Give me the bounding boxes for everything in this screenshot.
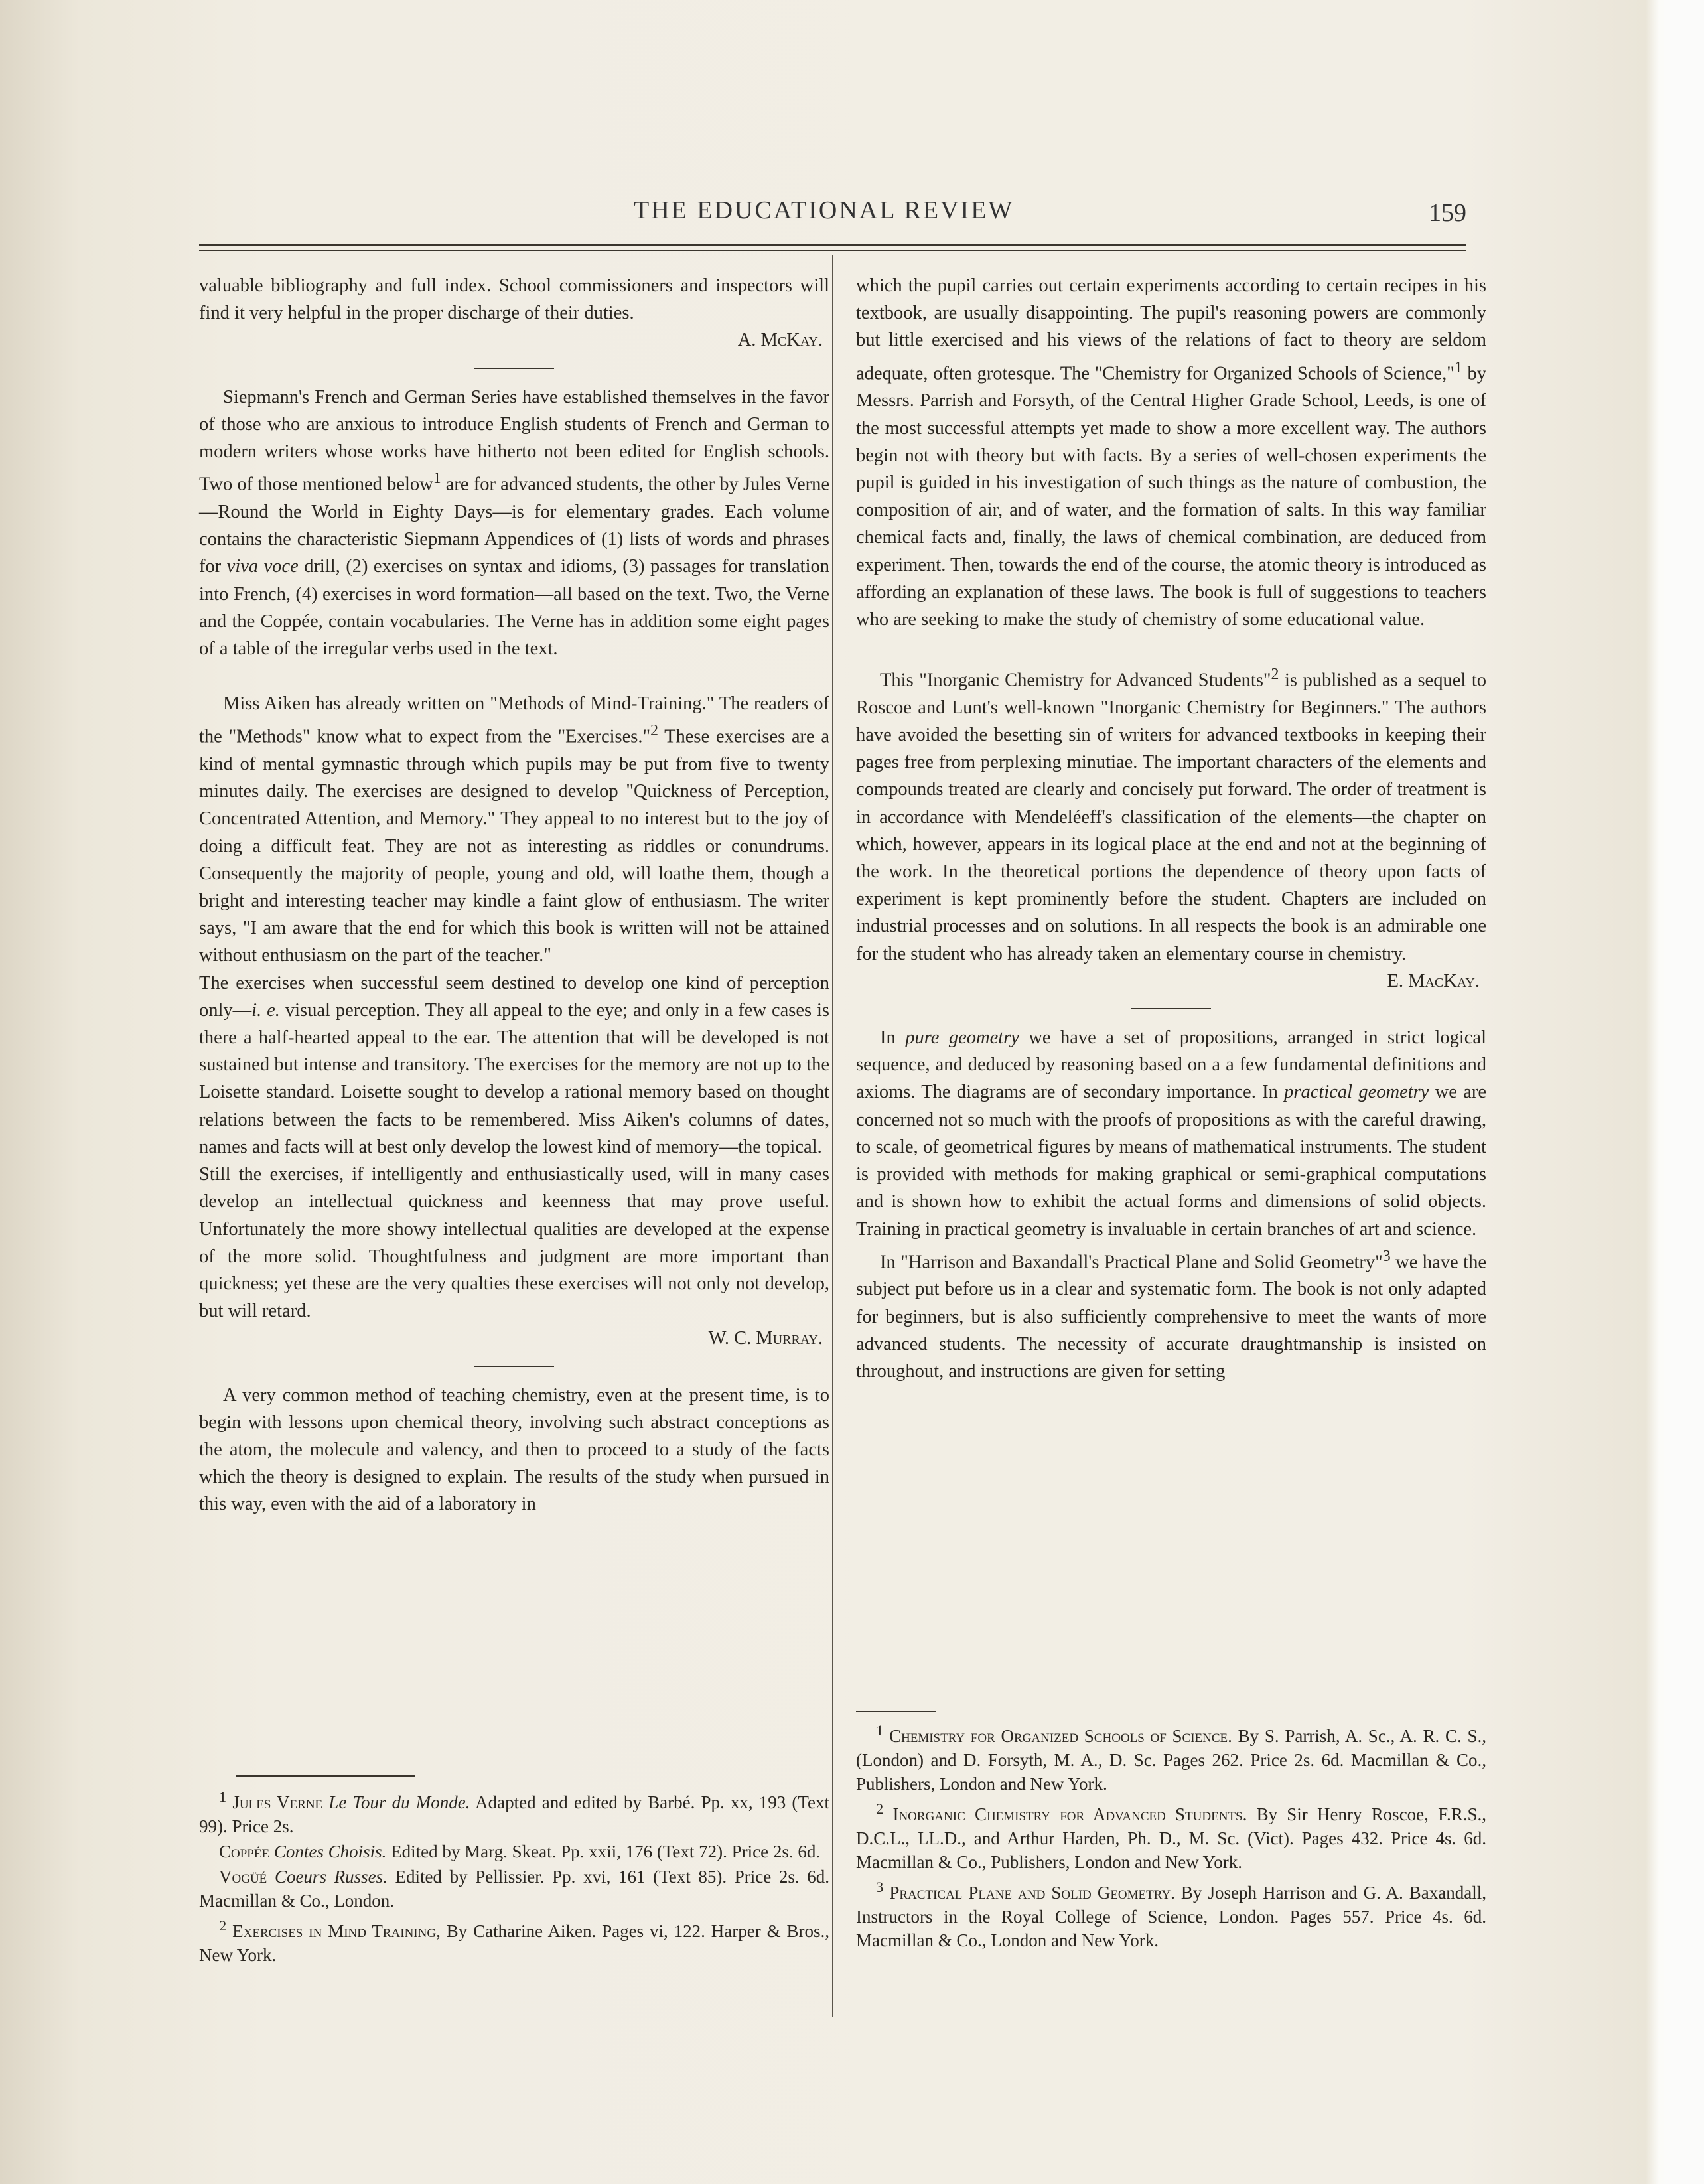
- right-footnotes: [856, 1719, 1486, 1954]
- footnote-ref: 3: [1382, 1247, 1391, 1265]
- section-separator: [474, 1366, 554, 1367]
- paragraph-text: A very common method of teaching chemistry, even at the present time, is to begin with lessons upon chemical theory, involving such abstract conceptions as the atom, the molecule and valency, and then to proceed to a study of the facts which the theory is designed to explain. The results of the study when pursued in this way, even with the aid of a laboratory in: [199, 1384, 829, 1515]
- paragraph-text: we are concerned not so much with the proofs of propositions as with the careful drawing, to scale, of geometrical figures by means of mathematical instruments. The student is provided with methods for making graphical or semi-graphical computations and is shown how to exhibit the actual forms and dimensions of solid objects. Training in practical geometry is invaluable in certain branches of art and science.: [856, 1082, 1486, 1240]
- paragraph-text: is published as a sequel to Roscoe and Lunt's well-known "Inorganic Chemistry for Beginners." The authors have avoided the besetting sin of writers for advanced textbooks in keeping their pages free from perplexing minutiae. The important characters of the elements and compounds treated are clearly and concisely put forward. The order of treatment is in accordance with Mendeléeff's classification of the elements—the chapter on which, however, appears in its logical place at the end and not at the beginning of the work. In the theoretical portions the dependence of theory upon facts of experiment is kept prominently before the student. Chapters are included on industrial processes and on solutions. In all respects the book is an admirable one for the student who has already taken an elementary course in chemistry.: [856, 670, 1486, 964]
- paragraph-text: In: [880, 1027, 906, 1049]
- footnote: [199, 1865, 829, 1913]
- footnote-title: Contes Choisis.: [273, 1842, 387, 1861]
- footnote-ref: 1: [433, 470, 441, 488]
- review-paragraph: [199, 384, 829, 663]
- section-separator: [474, 368, 554, 369]
- footnote-text: By Catharine Aiken. Pages vi, 122. Harper & Bros., New York.: [199, 1921, 829, 1965]
- footnote-ref: 2: [1271, 666, 1279, 684]
- reviewer-signature: W. C. Murray.: [708, 1328, 823, 1349]
- paragraph-text: valuable bibliography and full index. School commissioners and inspectors will find it very helpful in the proper discharge of their duties.: [199, 275, 829, 324]
- footnote: [199, 1785, 829, 1838]
- header-rule-thin: [199, 250, 1466, 251]
- review-paragraph: [856, 1243, 1486, 1386]
- page-header: [199, 196, 1466, 236]
- footnote-title: Le Tour du Monde.: [328, 1792, 470, 1812]
- paragraph-text: Miss Aiken has already written on "Methods of Mind-Training." The readers of the "Methods" know what to expect from the "Exercises.": [199, 693, 829, 747]
- footnote-rule: [236, 1775, 415, 1777]
- column-divider: [832, 255, 833, 2017]
- footnote-author: Jules Verne: [232, 1792, 323, 1812]
- paragraph-text: These exercises are a kind of mental gymnastic through which pupils may be put from five to twenty minutes daily. The exercises are designed to develop "Quickness of Perception, Concentrated Attention, and Memory." They appeal to no interest but to the joy of doing a difficult feat. They are not as interesting as riddles or conundrums. Consequently the majority of people, young and old, will loathe them, though a bright and interesting teacher may kindle a faint glow of enthusiasm. The writer says, "I am aware that the end for which this book is written will not be attained without enthusiasm on the part of the teacher.": [199, 726, 829, 966]
- review-paragraph: [856, 661, 1486, 968]
- paragraph-text: which the pupil carries out certain experiments according to certain recipes in his textbook, are usually disappointing. The pupil's reasoning powers are commonly but little exercised and his views of the relations of fact to theory are seldom adequate, often grotesque. The "Chemistry for Organized Schools of Science,": [856, 275, 1486, 384]
- running-title: THE EDUCATIONAL REVIEW: [634, 196, 1015, 224]
- footnote-title: Practical Plane and Solid Geometry.: [889, 1883, 1175, 1903]
- footnote-author: Vogüé: [219, 1867, 267, 1887]
- italic-text: viva voce: [226, 556, 299, 577]
- left-column: [199, 272, 829, 1518]
- left-footnotes: [199, 1785, 829, 1968]
- reviewer-signature: E. MacKay.: [1387, 970, 1480, 991]
- reviewer-signature: A. McKay.: [737, 330, 823, 351]
- paragraph-gap: [856, 633, 1486, 661]
- footnote-text: By Sir Henry Roscoe, F.R.S., D.C.L., LL.D., and Arthur Harden, Ph. D., M. Sc. (Vict). Pages 432. Price 4s. 6d. Macmillan & Co., Publishers, London and New York.: [856, 1804, 1486, 1872]
- footnote-author: Coppée: [219, 1842, 270, 1861]
- footnote-text: Edited by Pellissier. Pp. xvi, 161 (Text 85). Price 2s. 6d. Macmillan & Co., London.: [199, 1867, 830, 1911]
- paragraph-text: are for advanced students, the other by Jules Verne—Round the World in Eighty Days—is for elementary grades. Each volume contains the characteristic Siepmann Appendices of (1) lists of words and phrases for: [199, 474, 829, 577]
- right-column: [856, 272, 1486, 1385]
- paragraph-text: Siepmann's French and German Series have established themselves in the favor of those who are anxious to introduce English students of French and German to modern writers whose works have hitherto not been edited for English schools. Two of those mentioned below: [199, 386, 829, 495]
- page-number: 159: [1429, 199, 1466, 227]
- footnote-title: Chemistry for Organized Schools of Science.: [888, 1726, 1232, 1746]
- paragraph-text: This "Inorganic Chemistry for Advanced Students": [880, 670, 1271, 691]
- footnote: [856, 1719, 1486, 1796]
- review-paragraph: [199, 970, 829, 1161]
- footnote: [856, 1875, 1486, 1952]
- footnote-mark: 3: [876, 1879, 884, 1895]
- footnote-text: Edited by Marg. Skeat. Pp. xxii, 176 (Text 72). Price 2s. 6d.: [386, 1842, 821, 1861]
- footnote-mark: 2: [219, 1917, 227, 1934]
- review-paragraph: [856, 1024, 1486, 1243]
- footnote-text: By S. Parrish, A. Sc., A. R. C. S., (London) and D. Forsyth, M. A., D. Sc. Pages 262. Price 2s. 6d. Macmillan & Co., Publishers, London and New York.: [856, 1726, 1486, 1794]
- footnote-title: Inorganic Chemistry for Advanced Students.: [892, 1804, 1247, 1824]
- italic-text: practical geometry: [1284, 1082, 1429, 1103]
- review-paragraph: [856, 272, 1486, 633]
- paragraph-text: by Messrs. Parrish and Forsyth, of the Central Higher Grade School, Leeds, is one of the most successful attempts yet made to show a more excellent way. The authors begin not with theory but with facts. By a series of well-chosen experiments the pupil is guided in his investigation of such things as the nature of combustion, the composition of air, and of water, and the formation of salts. In this way familiar chemical facts and, finally, the laws of chemical combination, are deduced from experiment. Then, towards the end of the course, the atomic theory is introduced as affording an explanation of these laws. The book is full of suggestions to teachers who are seeking to make the study of chemistry of some educational value.: [856, 363, 1486, 630]
- italic-text: pure geometry: [905, 1027, 1019, 1049]
- footnote-mark: 1: [219, 1788, 227, 1805]
- paragraph-text: drill, (2) exercises on syntax and idioms, (3) passages for translation into French, (4) exercises in word formation—all based on the text. Two, the Verne and the Coppée, contain vocabularies. The Verne has in addition some eight pages of a table of the irregular verbs used in the text.: [199, 556, 830, 659]
- footnote-title: Coeurs Russes.: [274, 1867, 388, 1887]
- footnote-ref: 1: [1454, 358, 1462, 376]
- footnote-mark: 1: [876, 1722, 884, 1739]
- header-rule-thick: [199, 244, 1466, 246]
- footnote-mark: 2: [876, 1800, 884, 1817]
- review-paragraph: [199, 1161, 829, 1325]
- footnote-title: Exercises in Mind Training,: [232, 1921, 441, 1941]
- paragraph-text: Still the exercises, if intelligently and enthusiastically used, will in many cases develop an intellectual quickness and keenness that may prove useful. Unfortunately the more showy intellectual qualities are developed at the expense of the more solid. Thoughtfulness and judgment are more important than quickness; yet these are the very qualties these exercises will not only not develop, but will retard.: [199, 1164, 829, 1322]
- paragraph-text: The exercises when successful seem destined to develop one kind of perception only—: [199, 972, 829, 1021]
- footnote-ref: 2: [650, 722, 658, 740]
- paragraph-text: we have the subject put before us in a clear and systematic form. The book is not only adapted for beginners, but is also sufficiently comprehensive to meet the wants of more advanced students. The necessity of accurate draughtmanship is insisted on throughout, and instructions are given for setting: [856, 1252, 1486, 1382]
- paragraph-text: visual perception. They all appeal to the eye; and only in a few cases is there a half-hearted appeal to the ear. The attention that will be developed is not sustained but intense and transitory. The exercises for the memory are not up to the Loisette standard. Loisette sought to develop a rational memory based on thought relations between the facts to be remembered. Miss Aiken's columns of dates, names and facts will at best only develop the lowest kind of memory—the topical.: [199, 999, 830, 1157]
- footnote-text: By Joseph Harrison and G. A. Baxandall, Instructors in the Royal College of Science, London. Pages 557. Price 4s. 6d. Macmillan & Co., London and New York.: [856, 1883, 1487, 1950]
- page-edge: [1664, 0, 1704, 2184]
- paragraph-gap: [199, 662, 829, 690]
- footnote-rule: [856, 1711, 936, 1712]
- italic-text: i. e.: [251, 999, 280, 1021]
- paragraph-text: In "Harrison and Baxandall's Practical Plane and Solid Geometry": [880, 1252, 1383, 1273]
- footnote: [199, 1914, 829, 1967]
- footnote-text: Adapted and edited by Barbé. Pp. xx, 193 (Text 99). Price 2s.: [199, 1792, 829, 1836]
- paragraph-text: we have a set of propositions, arranged in strict logical sequence, and deduced by reasoning based on a a few fundamental definitions and axioms. The diagrams are of secondary importance. In: [856, 1027, 1486, 1103]
- review-paragraph: [199, 272, 829, 327]
- footnote: [856, 1797, 1486, 1874]
- footnote: [199, 1840, 829, 1863]
- section-separator: [1131, 1008, 1211, 1009]
- review-paragraph: [199, 690, 829, 970]
- review-paragraph: [199, 1382, 829, 1518]
